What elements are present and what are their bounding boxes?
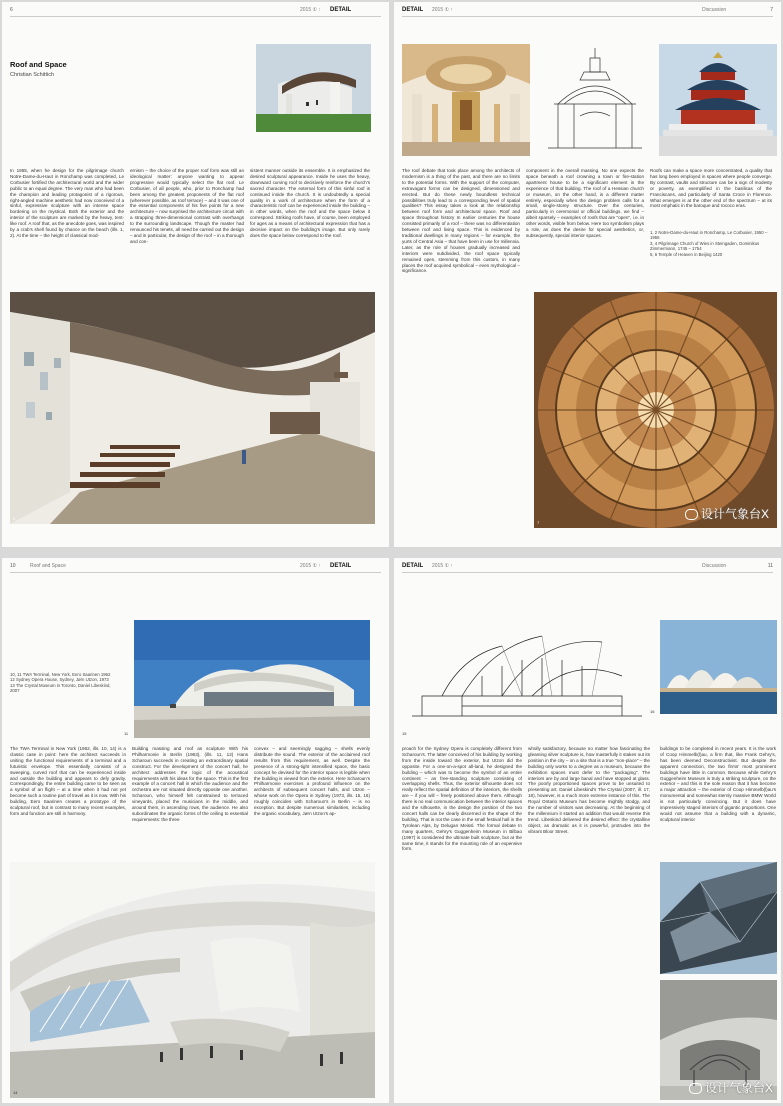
twa-terminal-interior-photo [10,862,375,1098]
caption-line: 5, 6 Temple of Heaven in Beijing 1420 [650,251,723,257]
bmw-world-interior-photo [660,980,777,1100]
detail-logo: DETAIL [330,7,352,13]
ronchamp-exterior-photo [256,44,371,132]
page-header [402,6,773,17]
page-header [10,6,381,17]
detail-logo: DETAIL [402,563,424,569]
page-7 [394,2,781,547]
caption-line: 13 The Crystal Museum in Toronto, Daniel Libeskind, 2007 [10,682,111,694]
figure-number: 14 [13,1090,18,1095]
detail-logo: DETAIL [330,563,352,569]
issue-label: 2015 ① ↑ [432,7,453,13]
section-label: Roof and Space [30,563,66,569]
figure-captions [10,672,120,694]
page-number: 6 [10,7,13,13]
figure-number: 7 [537,520,540,525]
text-column-2: wholly satisfactory, because no matter how fascinating the gleaming silver sculpture is, how masterfully it stakes out its position in the city – on a site that is a true "non-place" – the building only works to a degree as a museum, because the exhibition spaces must defer to the "packaging". The interiors are by and large banal and have stopped at glass. The poorly proportioned spaces prove to be unsuited to presenting art. Daniel Libeskind's The Crystal (2007, ill. 17, 18), however, is a much more extreme instance of this. The Royal Ontario Museum has become mightily stodgy, and the number of visitors was decreasing. At the beginning of the millennium it started an addition that would reverse this trend. Libeskind delivered the desired effect: the crystalline object, as dramatic as it is powerful, protrudes into the vibrant Bloor Street. [528,746,650,834]
section-label: Discussion [702,563,727,569]
page-number: 11 [767,563,773,569]
text-column-3: Roofs can make a space more concentrated, a quality that has long been employed in spaces where people converge. By contrast, vaults and structure can be a sign of modesty or poverty, as exemplified in the basilicas of the Franciscans, and particularly of Santa Croce in Florence. What emerges is at the other end of the spectrum – at its most emphatic in the baroque and rococo eras. [650,168,772,209]
watermark [685,505,769,522]
text-column-1: In 1955, when he design for the pilgrimage church Notre-Dame-du-Haut in Ronchamp was completed, Le Corbusier fortified the architectural world and the wider public to an equal degree. The very man who had been the champion and leading protagonist of a rigorous, right-angled machine aesthetic had now conceived of a sinful, expressive sculpture with an intense space bordering on the mystical. Both the exterior and the interior of the sculpture are marked by the heavy, tent-like roof. A roof that, as the anecdote goes, was inspired by a crab's shell found by chance on the beach (ills. 1, 2). At the time – the height of classical mod- [10,168,124,238]
issue-label: 2015 ① ↑ [300,563,321,569]
caption-line: 1, 2 Notre-Dame-du-Haut in Ronchamp, Le Corbusier, 1950 – 1955 [650,230,768,241]
text-column-1: The roof debate that took place among the architects of modernism is a thing of the past, and there are no limits to the potential forms. With the support of the computer, extravagant forms can be designed, dimensioned and erected. But do these newly boundless technical possibilities truly lead to a corresponding level of spatial qualities? This essay takes a look at the relationship between roof form and architectural space. Roof and space throughout history In earlier centuries the house consisted primarily of a roof – there was no differentiation between roof and living space. This is evidenced by traditional dwellings in many regions – for example, the yurts of Central Asia – that have been in use for millennia. Later, as the role of houses gradually increased and interiors were subdivided, the roof space typically remained open, stemming from this custom, in many places the roof acquired symbolical – even mythological – significance. [402,168,520,274]
caption-line: 12 Sydney Opera House, Sydney, Jørn Utzon, 1973 [10,677,109,683]
detail-logo: DETAIL [402,7,424,13]
sydney-opera-section-drawing [402,616,655,736]
crystal-museum-photo [660,862,777,974]
figure-number: 11 [124,731,129,736]
text-column-1: proach for the Sydney Opera is completely different from Scharoun's. The latter conceived of his building by working from the inside toward the exterior, but Utzon did the opposite. For a one-on-a-spot all-land, he designed the building – which was to become the symbol of an entire continent – as free-standing sculpture consisting of overlapping shells. Thus, the exterior silhouette does not really reflect the spatial definition of the interiors, the shells are – if you will – freely positioned above them. Although there is no real communication between the interior spaces and the silhouette, in the design the position of the two concert halls can be clearly discerned in the shape of the building. That is not the case in the small festival hall in the Tyrolean Alps, by Delugan Meissl. The formal debate In many quarters, Gehry's Guggenheim Museum in Bilbao (1997) is considered the ultimate built sculpture, but at the same time, it stands for the mounting role of an expensive form. [402,746,523,852]
text-column-2: Building massing and roof as sculpture With his Philharmonie in Berlin (1963), (ills. 11, 12) Hans Scharoun succeeds in creating an extraordinary spatial construct. For the development of the concert hall, he architect addresses the logic of the acoustical requirements with his ideas for the space. This is the first example of a concert hall in which the audience and the orchestra are not situated directly opposite one another. Scharoun, who himself felt constrained to terraced vineyards, placed the musicians in the middle, and around them, in ascending rows, the audience. He also subordinates the organic forms of the ceiling to essential requirements: the three [132,746,248,822]
text-column-1: The TWA Terminal in New York (1962, ills. 10, 14) is a classic case in point: here the architect succeeds in uniting the functional requirements of a terminal and a futuristic envelope. This essentially consists of a sweeping, curved roof that can be experienced inside and outside the building and appears to defy gravity. Correspondingly, the entire building came to be seen as a symbol of an flight – at a time when it had not yet become such a routine part of travel as it is now. With his building, Eero Saarinen creates a prototype of the sculptural roof, but in contrast to many recent examples, form and function are still in harmony. [10,746,126,816]
section-label: Discussion [702,7,727,13]
text-column-2: component in the overall massing. No one expects the space beneath a roof crowning a town or fire-station apartment house to be a significant element in the experience of that building. The roof of a Hessian church or museum, on the other hand, is a different matter entirely, especially when the design problem calls for a small, single-storey structure. Over the centuries, particularly in ceremonial or official buildings, we find – albeit sparsely – examples of roofs that are "open", i.e. in other words, visible from below. Here too symbolism plays a role, as does the desire for special aesthetics, or, subsequently, special interior spaces. [526,168,644,238]
issue-label: 2015 ① ↑ [432,563,453,569]
watermark-text: 设计气象台X [700,507,769,521]
watermark-text: 设计气象台X [704,1081,773,1095]
text-column-3: buildings to be completed in recent years. It is the work of Coop Himmelb(l)au, a firm that, like Frank Gehry's, has been deemed Deconstructivist. But despite the apparent connection, the two firms' most prominent buildings have little in common. Because while Gehry's Guggenheim Museum is truly a striking sculpture, on the exterior – and this is the sole reason that it has become a major attraction – the exterior of Coop Himmelb(l)au's monumental and somewhat sternly massive BMW World is not particularly convincing. But it does have impressively staged interiors of gigantic proportions. One would not assume that a building with a dynamic, sculptural interior [660,746,776,822]
wies-church-photo [402,44,530,156]
page-10 [2,558,389,1103]
figure-number: 2 [13,516,16,521]
page-header [10,562,381,573]
watermark [689,1079,773,1096]
page-header [402,562,773,573]
ronchamp-interior-photo [10,292,375,524]
sydney-opera-house-photo [650,620,777,714]
church-section-drawing [544,44,646,156]
twa-terminal-exterior-photo [124,620,370,738]
figure-number: 16 [650,709,655,714]
text-column-3: convex – and seemingly sagging – shells evenly distribute the sound. The exterior of the acclaimed roof results from this requirement, as well. Despite the presence of a strong-tight intensified space, the basic concept he devised for the interior space is legible when the building is viewed from the exterior. Here Scharoun's Philharmonie exercises a profound influence on the architects of subsequent concert halls, and Utzon – whose work on the Opera in Sydney (1973, ills. 15, 16) roughly coincides with Scharoun's in Berlin – is no exception. But despite numerous similarities, including the organic vocabulary, Jørn Utzon's ap- [254,746,370,816]
text-column-2: ernism – the choice of the proper roof form was still an ideological matter: anyone wanting to appear progressive would typically select the flat roof. Le Corbusier, of all people, who, prior to Ronchamp had been among the greatest proponents of the flat roof (wherever possible, as roof terrace) – and it was one of the essential components of his five points for a new architecture – now surprised the architecture circuit with a strapping three-dimensional contrast with overhangs to the surrounding landscape. Though the master had renounced his tenets, all need be carried out the design – and in particular, the design of the roof – in a thorough and con- [130,168,244,244]
page-number: 10 [10,563,16,569]
caption-line: 10, 11 TWA Terminal, New York, Eero Saarinen 1962 [10,672,111,677]
page-number: 7 [770,7,773,13]
temple-of-heaven-photo [659,44,777,156]
article-author: Christian Schittich [10,72,55,78]
baroque-dome-photo [534,292,777,528]
caption-line: 3, 4 Pilgrimage Church of Wies in Steingaden, Dominikus Zimmermann, 1745 – 1754 [650,240,760,252]
issue-label: 2015 ① ↑ [300,7,321,13]
wechat-icon [689,1083,702,1094]
article-title: Roof and Space [10,60,67,69]
page-11 [394,558,781,1103]
text-column-3: sistent manner outside its ensemble. It is emphasized the desired sculptural appearance. Inside he uses the heavy, downward curving roof to decisively reinforce the church's sacred character. The external form of this sinful roof is continued inside the church. It is undoubtedly a special quality in a work of architecture when the form of a characteristic roof can be experienced inside the building – in other words, when the roof and the space below it correspond. Striking roofs have, of course, been employed for ages as a means of architectural expression that has a decisive impact on the building's image. But only rarely does the space below correspond to the roof. [250,168,370,238]
figure-captions [650,230,772,257]
page-6 [2,2,389,547]
figure-number: 15 [402,731,407,736]
wechat-icon [685,509,698,520]
